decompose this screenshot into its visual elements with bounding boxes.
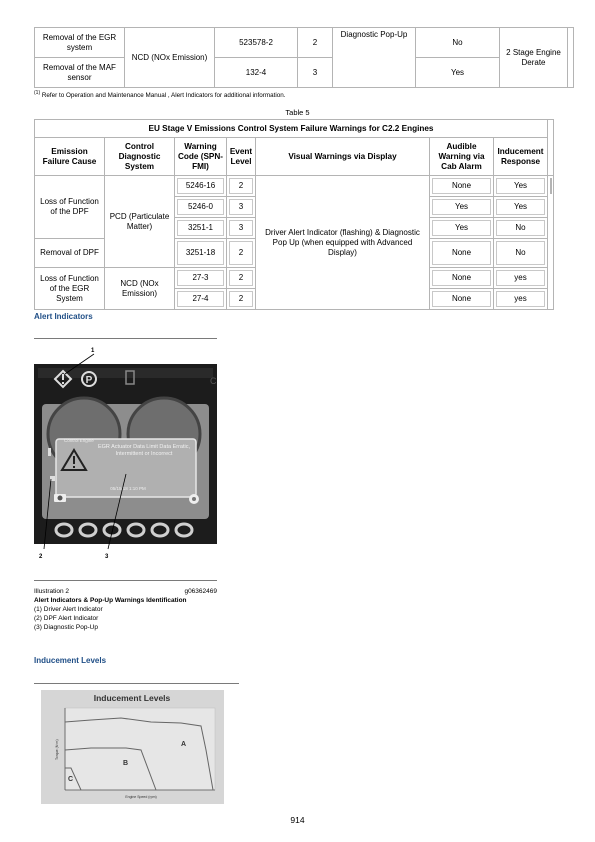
table-cell: Removal of the MAF sensor — [35, 58, 125, 88]
column-header: Audible Warning via Cab Alarm — [430, 138, 494, 176]
divider — [34, 580, 217, 581]
column-header: Visual Warnings via Display — [256, 138, 430, 176]
table-cell: 132-4 — [215, 58, 298, 88]
column-header: Control Diagnostic System — [105, 138, 175, 176]
column-header: Emission Failure Cause — [35, 138, 105, 176]
table-cell: Driver Alert Indicator (flashing) & Diagnostic Pop Up (when equipped with Advanced Display) — [256, 176, 430, 310]
page-number: 914 — [290, 815, 305, 825]
table-cell: Yes — [430, 197, 494, 218]
caption-item: (2) DPF Alert Indicator — [34, 615, 99, 622]
popup-message: EGR Actuator Data Limit Data Erratic, Intermittent or Incorrect — [97, 444, 190, 457]
footnote — [34, 90, 286, 99]
screen-left-label: Control Engine — [64, 438, 94, 443]
table-cell: PCD (Particulate Matter) — [105, 176, 175, 268]
callout-1: 1 — [91, 348, 95, 354]
table-cell: NCD (NOx Emission) — [105, 268, 175, 310]
caption-item: (1) Driver Alert Indicator — [34, 606, 103, 613]
table-cell: 2 — [227, 176, 256, 197]
figure-caption — [34, 587, 217, 632]
table-cell: 3 — [298, 58, 333, 88]
top-table — [34, 27, 574, 88]
table-cell: 27-3 — [175, 268, 227, 289]
column-header: Event Level — [227, 138, 256, 176]
table-cell: 3 — [227, 218, 256, 239]
table-cell — [568, 28, 574, 88]
table-5 — [34, 119, 554, 310]
table-cell: NCD (NOx Emission) — [125, 28, 215, 88]
illustration-number: Illustration 2 — [34, 588, 70, 595]
table-cell: 523578-2 — [215, 28, 298, 58]
x-axis-label: Engine Speed (rpm) — [125, 795, 157, 799]
alert-indicators-illustration — [34, 344, 217, 574]
table-cell: Loss of Function of the EGR System — [35, 268, 105, 310]
table-cell: No — [494, 239, 548, 268]
table-caption: Table 5 — [285, 108, 310, 117]
table-cell: None — [430, 268, 494, 289]
curve-label-c: C — [68, 776, 74, 783]
table-cell: Removal of the EGR system — [35, 28, 125, 58]
table-cell: 2 — [298, 28, 333, 58]
screen-time: 05/15/18 1:10 PM — [110, 486, 146, 491]
table-cell: No — [416, 28, 500, 58]
table-cell: 3251-18 — [175, 239, 227, 268]
gear-icon — [189, 494, 199, 504]
table-cell: 3 — [227, 197, 256, 218]
table-cell: 2 — [227, 268, 256, 289]
table-cell: 5246-0 — [175, 197, 227, 218]
callout-3: 3 — [105, 554, 109, 560]
table-cell: Yes — [494, 176, 548, 197]
curve-label-b: B — [123, 760, 129, 767]
table-cell: Removal of DPF — [35, 239, 105, 268]
column-header: Inducement Response — [494, 138, 548, 176]
section-title-inducement-levels: Inducement Levels — [34, 656, 107, 665]
table-cell: yes — [494, 268, 548, 289]
svg-text:P: P — [85, 375, 93, 386]
table-cell: Diagnostic Pop-Up — [333, 28, 416, 88]
table-cell: Yes — [430, 218, 494, 239]
table-cell: 27-4 — [175, 289, 227, 310]
table-cell: 3251-1 — [175, 218, 227, 239]
divider — [34, 683, 239, 684]
table-cell: None — [430, 239, 494, 268]
table-cell: 2 — [227, 239, 256, 268]
figure-title: Inducement Levels — [93, 693, 171, 703]
table-title: EU Stage V Emissions Control System Failure Warnings for C2.2 Engines — [35, 120, 548, 138]
curve-label-a: A — [181, 741, 187, 748]
table-cell: None — [430, 176, 494, 197]
y-axis-label: Torque (N·m) — [55, 739, 59, 760]
inducement-levels-figure — [41, 690, 224, 804]
caption-item: (3) Diagnostic Pop-Up — [34, 624, 98, 631]
table-cell: No — [494, 218, 548, 239]
camera-icon — [54, 494, 66, 502]
svg-text:C: C — [210, 376, 217, 386]
table-cell: Yes — [416, 58, 500, 88]
table-cell: yes — [494, 289, 548, 310]
table-cell: 2 Stage Engine Derate — [500, 28, 568, 88]
section-title-alert-indicators: Alert Indicators — [34, 312, 93, 321]
table-cell: 5246-16 — [175, 176, 227, 197]
table-cell: 2 — [227, 289, 256, 310]
column-header: Warning Code (SPN-FMI) — [175, 138, 227, 176]
illustration-code: g06362469 — [184, 588, 217, 595]
table-cell: Loss of Function of the DPF — [35, 176, 105, 239]
caption-title: Alert Indicators & Pop-Up Warnings Identification — [34, 597, 187, 604]
table-cell: Yes — [494, 197, 548, 218]
table-cell: None — [430, 289, 494, 310]
footnote-text: Refer to Operation and Maintenance Manual , Alert Indicators for additional information. — [41, 92, 286, 100]
callout-2: 2 — [39, 554, 43, 560]
footnote-marker: (1) — [34, 90, 41, 96]
divider — [34, 338, 217, 339]
